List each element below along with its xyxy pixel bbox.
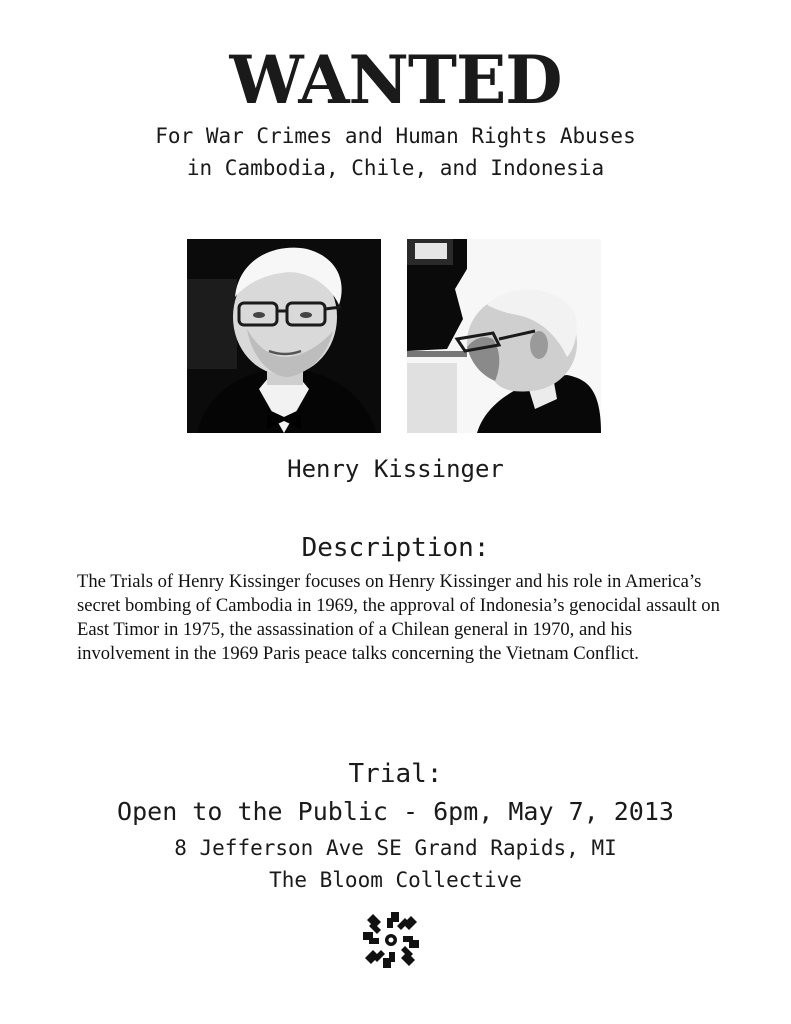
portrait-front-image [187,239,381,433]
description-text: The Trials of Henry Kissinger focuses on Henry Kissinger and his role in America’s secret bombing of Cambodia in 1969, the approval of Indonesia’s genocidal assault on East Timor in 1975, the assassination of a Chilean general in 1970, and his involvement in the 1969 Paris peace talks concerning the Vietnam Conflict. [77,571,720,664]
trial-details: Open to the Public - 6pm, May 7, 2013 [117,797,674,826]
trial-heading: Trial: [348,759,443,789]
venue-name: The Bloom Collective [269,868,522,892]
portrait-profile-image [407,239,601,433]
bloom-collective-logo-icon [359,908,423,972]
subtitle-line-1: For War Crimes and Human Rights Abuses [155,124,636,148]
subtitle-line-2: in Cambodia, Chile, and Indonesia [186,156,605,180]
portrait-photo-profile [407,239,601,433]
description-heading: Description: [301,533,490,563]
headline: WANTED [229,41,562,119]
portrait-photo-front [187,239,381,433]
person-name: Henry Kissinger [287,455,504,483]
event-address: 8 Jefferson Ave SE Grand Rapids, MI [174,836,617,860]
